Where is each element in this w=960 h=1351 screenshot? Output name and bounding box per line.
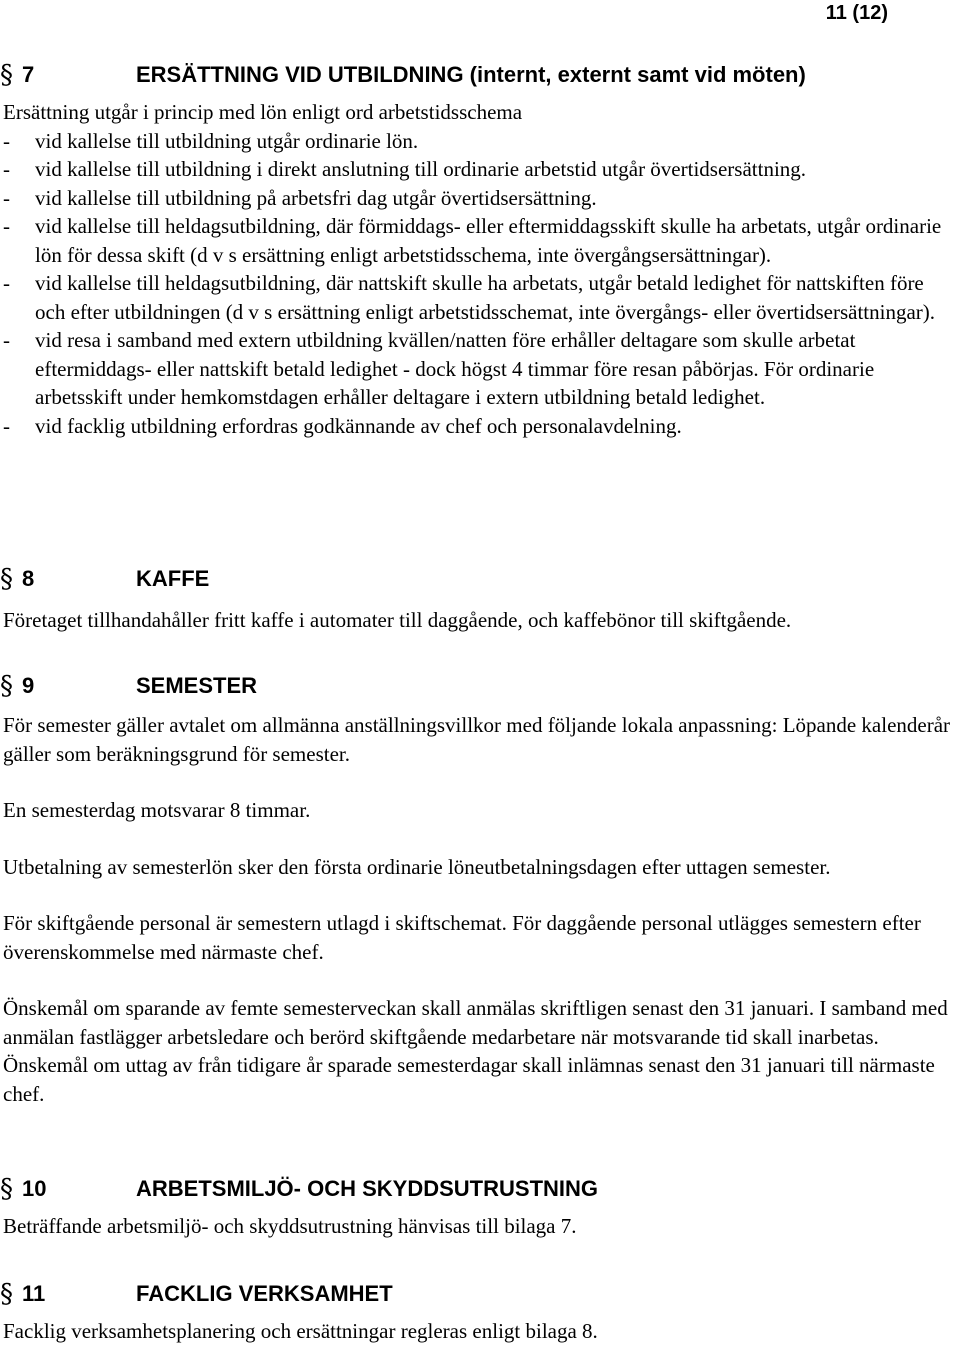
section-number: 8 — [22, 566, 35, 591]
section-heading — [0, 665, 960, 701]
section-text: Facklig verksamhetsplanering och ersättningar regleras enligt bilaga 8. — [3, 1319, 598, 1343]
list-item — [0, 412, 960, 441]
section-7 — [0, 54, 960, 440]
dash: - — [3, 157, 10, 181]
list-item-text: vid kallelse till heldagsutbildning, där nattskift skulle ha arbetats, utgår betald ledighet för nattskiften före och efter utbildningen (d v s ersättning enligt arbetstidsschemat, inte övergångs- eller övertidsersättningar). — [35, 271, 936, 324]
section-title: SEMESTER — [136, 673, 258, 698]
section-heading — [0, 558, 960, 594]
section-title: FACKLIG VERKSAMHET — [136, 1281, 393, 1306]
section-sign-icon: § — [0, 1279, 13, 1309]
dash: - — [3, 271, 10, 295]
section-heading — [0, 1273, 960, 1309]
section-text: Företaget tillhandahåller fritt kaffe i automater till daggående, och kaffebönor till skiftgående. — [3, 608, 792, 632]
section-number: 7 — [22, 62, 35, 87]
dash: - — [3, 413, 10, 438]
section-sign-icon: § — [0, 1174, 13, 1204]
section-11 — [0, 1273, 960, 1346]
section-intro: Ersättning utgår i princip med lön enligt ord arbetstidsschema — [3, 100, 523, 124]
section-title: ERSÄTTNING VID UTBILDNING (internt, externt samt vid möten) — [136, 62, 806, 87]
list-item — [0, 184, 960, 213]
list-item — [0, 326, 960, 412]
section-text: Beträffande arbetsmiljö- och skyddsutrustning hänvisas till bilaga 7. — [3, 1214, 577, 1238]
dash: - — [3, 185, 10, 210]
list-item-text: vid kallelse till utbildning i direkt anslutning till ordinarie arbetstid utgår övertidsersättning. — [35, 157, 807, 181]
list-item-text: vid resa i samband med extern utbildning kvällen/natten före erhåller deltagare som skulle arbetat eftermiddags- eller nattskift betald ledighet - dock högst 4 timmar före resan påbörjas. För ordinarie arbetsskift under hemkomstdagen erhåller deltagare i extern utbildning betald ledighet. — [35, 328, 875, 409]
section-sign-icon: § — [0, 60, 13, 90]
paragraph: För semester gäller avtalet om allmänna anställningsvillkor med följande lokala anpassning: Löpande kalenderår gäller som beräkningsgrund för semester. — [3, 713, 951, 766]
paragraph: Utbetalning av semesterlön sker den första ordinarie löneutbetalningsdagen efter uttagen semester. — [3, 854, 831, 879]
list-item — [0, 155, 960, 184]
section-9 — [0, 665, 960, 1108]
dash: - — [3, 128, 10, 153]
section-heading — [0, 1168, 960, 1204]
list-item-text: vid kallelse till heldagsutbildning, där förmiddags- eller eftermiddagsskift skulle ha arbetats, utgår ordinarie lön för dessa skift (d v s ersättning enligt arbetstidsschema, inte övergångsersättningar). — [35, 214, 942, 267]
list-item-text: vid kallelse till utbildning utgår ordinarie lön. — [35, 128, 419, 153]
paragraph: För skiftgående personal är semestern utlagd i skiftschemat. För daggående personal utlägges semestern efter överenskommelse med närmaste chef. — [3, 911, 921, 964]
list-item-text: vid kallelse till utbildning på arbetsfri dag utgår övertidsersättning. — [35, 185, 597, 210]
section-number: 10 — [22, 1176, 47, 1201]
page-number: 11 (12) — [825, 2, 888, 24]
section-sign-icon: § — [0, 564, 13, 594]
list-item-text: vid facklig utbildning erfordras godkännande av chef och personalavdelning. — [35, 413, 682, 438]
list-item — [0, 127, 960, 156]
section-8 — [0, 558, 960, 635]
list-item — [0, 212, 960, 269]
dash: - — [3, 328, 10, 352]
paragraph: En semesterdag motsvarar 8 timmar. — [3, 798, 311, 822]
section-title: ARBETSMILJÖ- OCH SKYDDSUTRUSTNING — [136, 1176, 599, 1201]
section-10 — [0, 1168, 960, 1241]
paragraph: Önskemål om sparande av femte semesterveckan skall anmälas skriftligen senast den 31 januari. I samband med anmälan fastlägger arbetsledare och berörd skiftgående medarbetare när motsvarande tid skall inarbetas. Önskemål om uttag av från tidigare år sparade semesterdagar skall inlämnas senast den 31 januari till närmaste chef. — [3, 996, 948, 1106]
dash: - — [3, 214, 10, 238]
section-title: KAFFE — [136, 566, 210, 591]
section-heading — [0, 54, 960, 90]
section-number: 9 — [22, 673, 35, 698]
section-number: 11 — [22, 1281, 46, 1306]
section-sign-icon: § — [0, 671, 13, 701]
list-item — [0, 269, 960, 326]
